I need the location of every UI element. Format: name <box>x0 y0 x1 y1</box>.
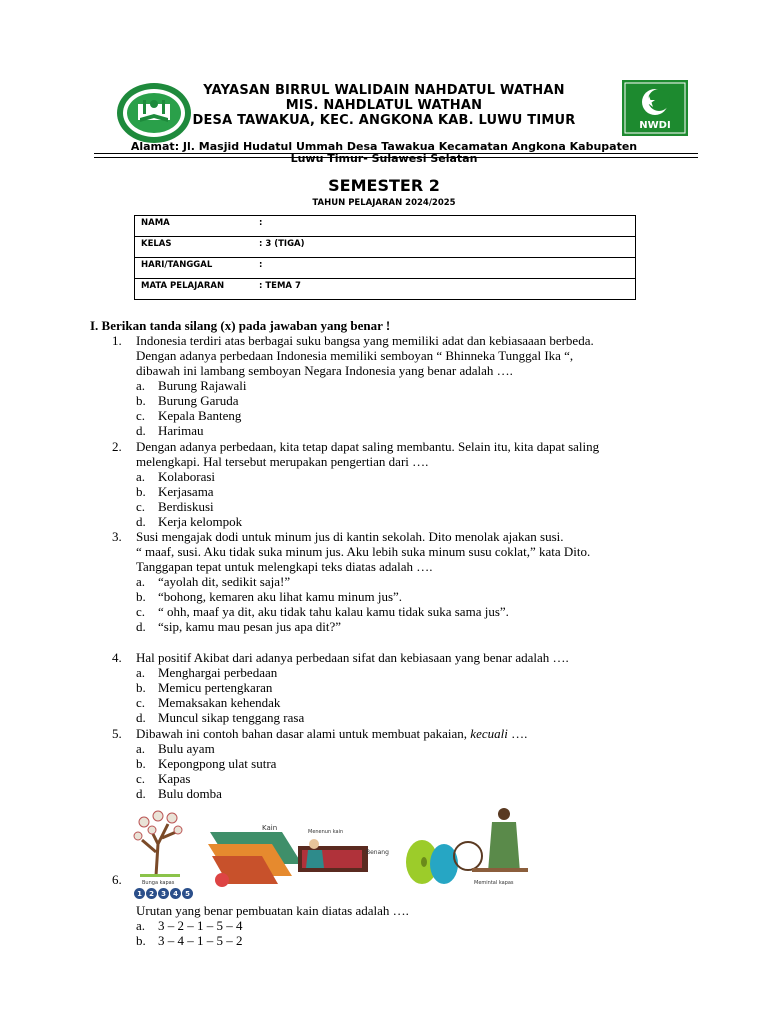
identity-label: NAMA <box>135 216 254 237</box>
label-benang: Benang <box>366 849 389 856</box>
question-line: Hal positif Akibat dari adanya perbedaan sifat dan kebiasaan yang benar adalah …. <box>136 650 569 665</box>
sequence-badges <box>134 888 193 900</box>
option-letter: a. <box>136 469 146 484</box>
answer-option[interactable] <box>136 680 272 695</box>
identity-value: : 3 (TIGA) <box>253 237 636 258</box>
question-number: 1. <box>112 333 122 348</box>
option-text: Bulu ayam <box>158 741 215 756</box>
foundation-name: YAYASAN BIRRUL WALIDAIN NAHDATUL WATHAN <box>203 83 565 98</box>
question-text <box>136 903 696 918</box>
question-line: Urutan yang benar pembuatan kain diatas adalah …. <box>136 903 409 918</box>
address-line-1: Alamat: Jl. Masjid Hudatul Ummah Desa Tawakua Kecamatan Angkona Kabupaten <box>130 140 638 153</box>
option-letter: d. <box>136 423 146 438</box>
answer-option[interactable] <box>136 665 277 680</box>
question-number: 2. <box>112 439 122 454</box>
answer-option[interactable] <box>136 710 304 725</box>
identity-row <box>135 216 636 237</box>
cotton-tree-icon <box>134 811 182 877</box>
answer-option[interactable] <box>136 756 276 771</box>
sequence-badge: 3 <box>158 888 169 899</box>
answer-option[interactable] <box>136 423 203 438</box>
address-line-2: Luwu Timur- Sulawesi Selatan <box>290 153 478 163</box>
school-location: DESA TAWAKUA, KEC. ANGKONA KAB. LUWU TIMUR <box>192 113 576 128</box>
option-letter: c. <box>136 771 146 786</box>
answer-option[interactable] <box>136 695 280 710</box>
answer-option[interactable] <box>136 574 290 589</box>
option-letter: a. <box>136 741 146 756</box>
question-number: 5. <box>112 726 122 741</box>
option-letter: d. <box>136 619 146 634</box>
sequence-badge: 4 <box>170 888 181 899</box>
option-text: Kepala Banteng <box>158 408 242 423</box>
question-line: Dengan adanya perbedaan, kita tetap dapat saling membantu. Selain itu, kita dapat saling <box>136 439 600 454</box>
question-line: Tanggapan tepat untuk melengkapi teks diatas adalah …. <box>136 559 433 575</box>
option-text: Berdiskusi <box>158 499 214 514</box>
answer-option[interactable] <box>136 408 241 423</box>
option-text: “sip, kamu mau pesan jus apa dit?” <box>158 619 342 634</box>
identity-label: MATA PELAJARAN <box>135 279 254 300</box>
option-text: “ ohh, maaf ya dit, aku tidak tahu kalau kamu tidak suka sama jus”. <box>158 604 509 619</box>
label-kain: Kain <box>262 824 278 832</box>
option-text: “ayolah dit, sedikit saja!” <box>158 574 291 589</box>
label-memintal-kapas: Memintal kapas <box>474 880 514 886</box>
option-text: Menghargai perbedaan <box>158 665 278 680</box>
option-letter: a. <box>136 574 146 589</box>
option-letter: d. <box>136 514 146 529</box>
option-letter: b. <box>136 393 146 408</box>
answer-option[interactable] <box>136 514 242 529</box>
answer-option[interactable] <box>136 589 402 604</box>
answer-option[interactable] <box>136 918 243 933</box>
label-bunga-kapas: Bunga kapas <box>142 880 175 886</box>
option-letter: a. <box>136 665 146 680</box>
identity-value: : <box>253 258 636 279</box>
question-line: “ maaf, susi. Aku tidak suka minum jus. Aku lebih suka minum susu coklat,” kata Dito. <box>136 544 591 560</box>
sequence-badge: 1 <box>134 888 145 899</box>
option-letter: b. <box>136 589 146 604</box>
question-text <box>136 333 696 379</box>
option-letter: c. <box>136 695 146 710</box>
option-text: Harimau <box>158 423 204 438</box>
option-text: Muncul sikap tenggang rasa <box>158 710 305 725</box>
answer-option[interactable] <box>136 469 215 484</box>
section-instruction: I. Berikan tanda silang (x) pada jawaban yang benar ! <box>90 318 391 333</box>
option-letter: c. <box>136 604 146 619</box>
school-name: MIS. NAHDLATUL WATHAN <box>285 98 483 113</box>
spinning-person-icon <box>454 808 528 872</box>
identity-row <box>135 237 636 258</box>
label-menenun-kain: Menenun kain <box>308 829 344 835</box>
option-letter: c. <box>136 408 146 423</box>
identity-label: KELAS <box>135 237 254 258</box>
identity-row <box>135 258 636 279</box>
answer-option[interactable] <box>136 933 243 948</box>
answer-option[interactable] <box>136 604 509 619</box>
academic-year: TAHUN PELAJARAN 2024/2025 <box>312 198 456 208</box>
option-letter: b. <box>136 756 146 771</box>
cloth-rolls-icon <box>208 832 302 887</box>
question-line: Susi mengajak dodi untuk minum jus di kantin sekolah. Dito menolak ajakan susi. <box>136 529 564 544</box>
question-line: Dibawah ini contoh bahan dasar alami untuk membuat pakaian, <box>136 726 471 741</box>
answer-option[interactable] <box>136 786 222 801</box>
option-text: Kapas <box>158 771 191 786</box>
cloth-making-illustration <box>132 804 530 890</box>
question-number: 4. <box>112 650 122 665</box>
option-text: Burung Garuda <box>158 393 239 408</box>
option-text: Memaksakan kehendak <box>158 695 281 710</box>
question-line-end: …. <box>507 726 528 741</box>
question-line: Indonesia terdiri atas berbagai suku bangsa yang memiliki adat dan kebiasaaan berbeda. <box>136 333 594 348</box>
option-text: Kolaborasi <box>158 469 216 484</box>
exam-title: SEMESTER 2 <box>328 176 440 195</box>
option-letter: d. <box>136 710 146 725</box>
question-text <box>136 529 696 575</box>
option-letter: b. <box>136 933 146 948</box>
option-text: Bulu domba <box>158 786 222 801</box>
option-letter: c. <box>136 499 146 514</box>
option-text: 3 – 2 – 1 – 5 – 4 <box>158 918 243 933</box>
option-text: 3 – 4 – 1 – 5 – 2 <box>158 933 243 948</box>
answer-option[interactable] <box>136 741 215 756</box>
question-line: Dengan adanya perbedaan Indonesia memiliki semboyan “ Bhinneka Tunggal Ika “, <box>136 348 574 364</box>
nwdi-logo-text: NWDI <box>639 120 671 131</box>
sequence-badge: 5 <box>182 888 193 899</box>
weaving-person-icon <box>298 839 368 872</box>
option-letter: b. <box>136 484 146 499</box>
identity-value: : TEMA 7 <box>253 279 636 300</box>
student-identity-table <box>134 215 636 300</box>
answer-option[interactable] <box>136 393 239 408</box>
identity-row <box>135 279 636 300</box>
option-text: Burung Rajawali <box>158 378 247 393</box>
question-line: melengkapi. Hal tersebut merupakan pengertian dari …. <box>136 454 429 470</box>
answer-option[interactable] <box>136 378 246 393</box>
option-text: Memicu pertengkaran <box>158 680 273 695</box>
question-text <box>136 439 696 469</box>
question-text <box>136 650 696 665</box>
option-letter: a. <box>136 378 146 393</box>
answer-option[interactable] <box>136 771 191 786</box>
option-letter: a. <box>136 918 146 933</box>
sequence-badge: 2 <box>146 888 157 899</box>
answer-option[interactable] <box>136 484 214 499</box>
option-text: “bohong, kemaren aku lihat kamu minum jus”. <box>158 589 403 604</box>
answer-option[interactable] <box>136 499 214 514</box>
thread-spools-icon <box>406 840 458 884</box>
question-line: dibawah ini lambang semboyan Negara Indonesia yang benar adalah …. <box>136 363 513 379</box>
identity-label: HARI/TANGGAL <box>135 258 254 279</box>
option-letter: b. <box>136 680 146 695</box>
nwdi-logo <box>622 80 688 136</box>
question-number: 6. <box>112 872 122 887</box>
option-text: Kerja kelompok <box>158 514 243 529</box>
option-letter: d. <box>136 786 146 801</box>
answer-option[interactable] <box>136 619 341 634</box>
question-number: 3. <box>112 529 122 544</box>
question-text <box>136 726 696 741</box>
identity-value: : <box>253 216 636 237</box>
question-emphasis: kecuali <box>470 726 508 741</box>
option-text: Kerjasama <box>158 484 214 499</box>
option-text: Kepongpong ulat sutra <box>158 756 277 771</box>
